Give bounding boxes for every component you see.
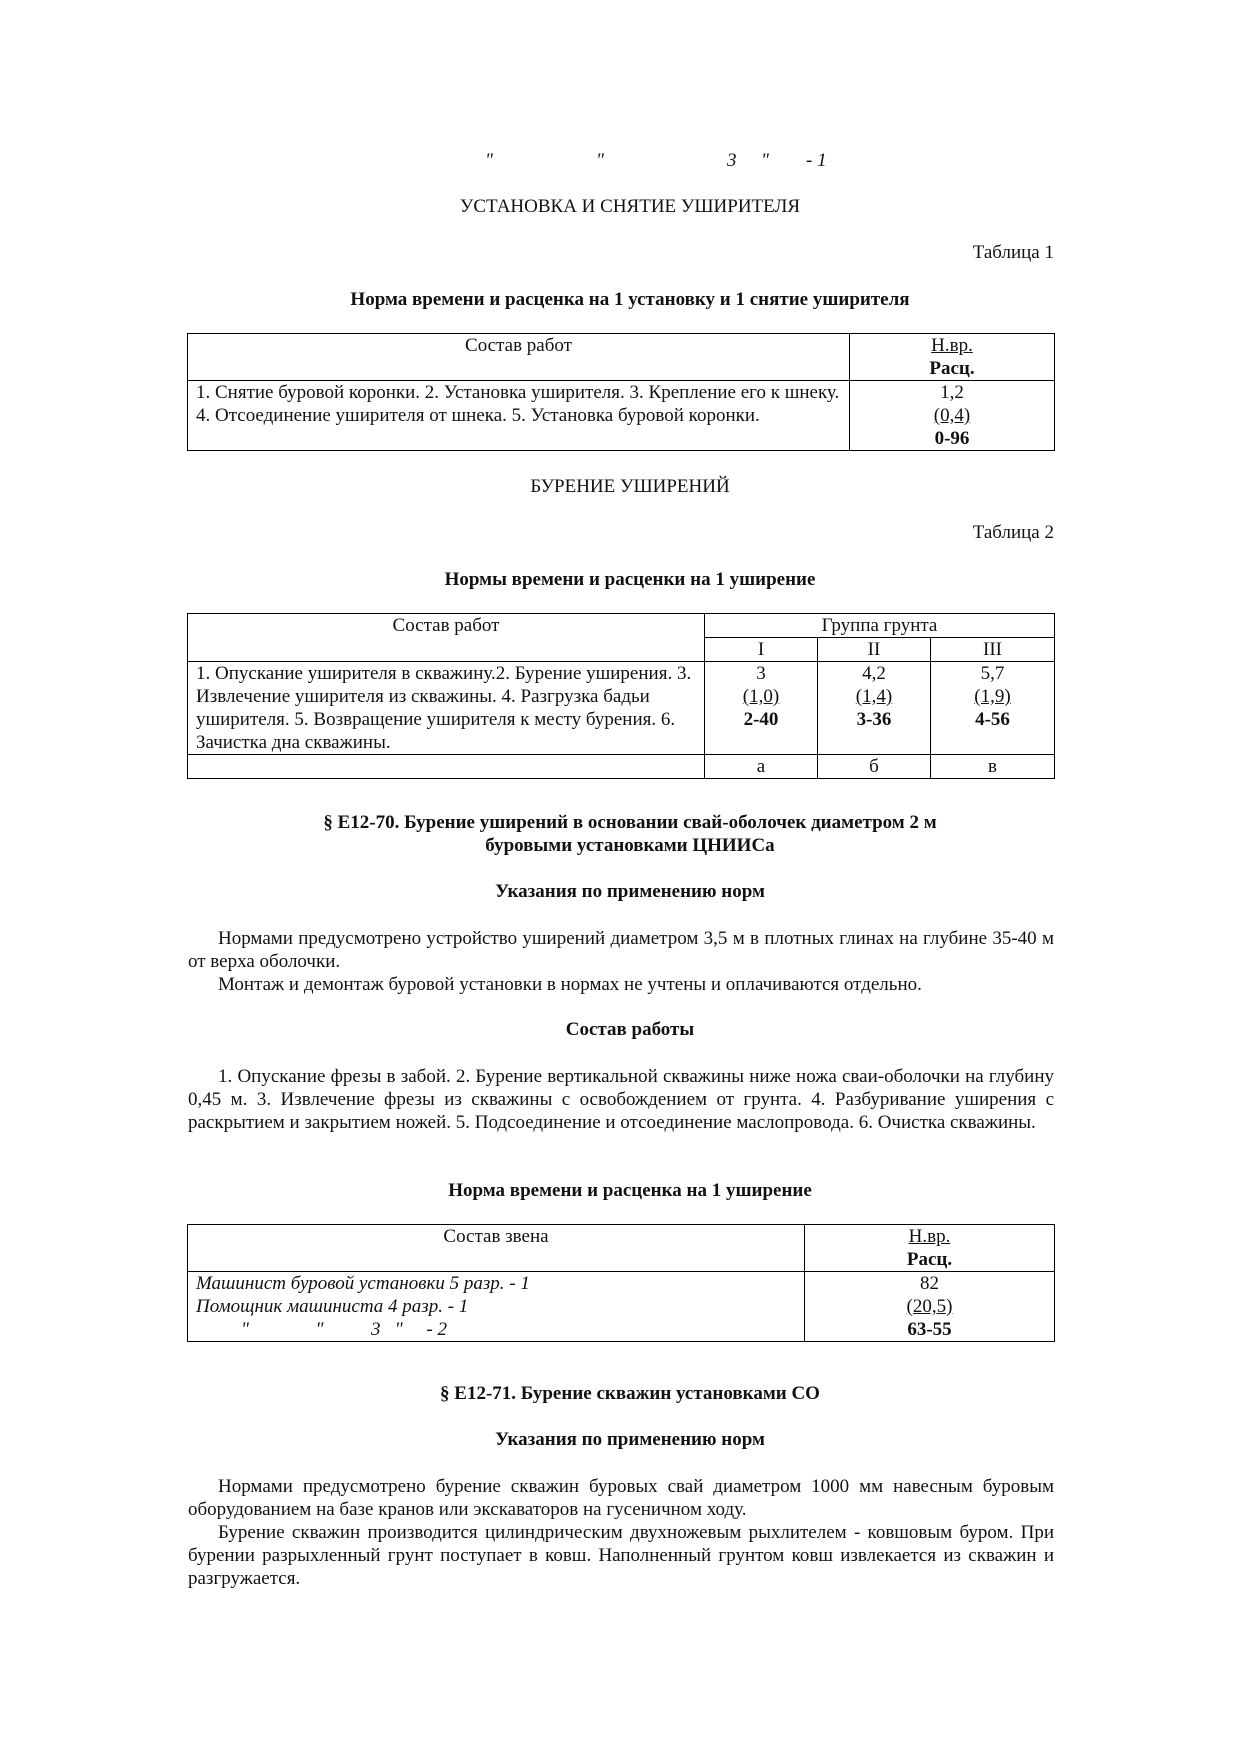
table2-rasc-2: 3-36 (856, 709, 892, 730)
section3-work-heading: Состав работы (565, 1019, 695, 1040)
table1-col-work: Состав работ (188, 334, 850, 381)
table2-cell-2 (818, 662, 931, 755)
table3-col-nvr: Н.вр. (908, 1226, 951, 1247)
table1-work-text: 1. Снятие буровой коронки. 2. Установка уширителя. 3. Крепление его к шнеку. 4. Отсоединение уширителя от шнека. 5. Установка буровой коронки. (188, 381, 850, 451)
table3-nvr-sub: (20,5) (906, 1296, 953, 1317)
table2-work-text: 1. Опускание уширителя в скважину.2. Бурение уширения. 3. Извлечение уширителя из скважины. 4. Разгрузка бадьи уширителя. 5. Возвращение уширителя к месту бурения. 6. Зачистка дна скважины. (188, 662, 705, 755)
header-grade: 3 (727, 150, 737, 171)
table3 (187, 1224, 1055, 1342)
section4-guide-heading: Указания по применению норм (495, 1429, 765, 1450)
section3-guide-p2: Монтаж и демонтаж буровой установки в нормах не учтены и оплачиваются отдельно. (218, 974, 922, 995)
table2-caption: Нормы времени и расценки на 1 уширение (444, 569, 816, 590)
table2-group-2: II (818, 638, 931, 662)
section2-heading: БУРЕНИЕ УШИРЕНИЙ (530, 476, 730, 497)
header-count: - 1 (806, 150, 827, 171)
table3-values (805, 1272, 1055, 1342)
header-quote-1: " (485, 150, 493, 171)
table2-empty-cell (188, 755, 705, 779)
table1-col-nvr: Н.вр. (931, 335, 973, 356)
section4-title: § Е12-71. Бурение скважин установками СО (440, 1383, 820, 1404)
table1-col-rasc: Расц. (929, 358, 975, 379)
table2-col-work: Состав работ (188, 614, 705, 662)
table1-values (850, 381, 1055, 451)
table1 (187, 333, 1055, 451)
header-quote-2: " (596, 150, 604, 171)
table1-label: Таблица 1 (972, 242, 1054, 263)
section1-heading: УСТАНОВКА И СНЯТИЕ УШИРИТЕЛЯ (459, 196, 801, 217)
table2-label: Таблица 2 (972, 522, 1054, 543)
table2-nvr-3: 5,7 (980, 663, 1005, 684)
table3-col-crew: Состав звена (188, 1225, 805, 1272)
section4-p2: Бурение скважин производится цилиндрическим двухножевым рыхлителем - ковшовым буром. При бурении разрыхленный грунт поступает в ковш. Наполненный грунтом ковш извлекается из скважин и разгружается. (188, 1522, 1054, 1589)
table3-crew-2: Помощник машиниста 4 разр. - 1 (196, 1296, 469, 1317)
table2-sub-1: (1,0) (742, 686, 780, 707)
table3-col-rasc: Расц. (906, 1249, 953, 1270)
header-fragment (0, 150, 1240, 172)
table2-letter-1: а (705, 755, 818, 779)
table2-rasc-1: 2-40 (743, 709, 779, 730)
table2-nvr-2: 4,2 (862, 663, 886, 684)
table3-caption: Норма времени и расценка на 1 уширение (448, 1180, 812, 1201)
table2-group-1: I (705, 638, 818, 662)
table3-col-nvr-rasc (805, 1225, 1055, 1272)
table2-rasc-3: 4-56 (975, 709, 1010, 730)
table1-nvr: 1,2 (940, 382, 964, 403)
section3-work-text: 1. Опускание фрезы в забой. 2. Бурение вертикальной скважины ниже ножа сваи-оболочки на глубину 0,45 м. 3. Извлечение фрезы из скважины с освобождением от грунта. 4. Разбуривание уширения с раскрытием и закрытием ножей. 5. Подсоединение и отсоединение маслопровода. 6. Очистка скважины. (188, 1066, 1054, 1133)
section3-guide-heading: Указания по применению норм (495, 881, 765, 902)
section3-title-line2: буровыми установками ЦНИИСа (485, 835, 775, 856)
section4-p1: Нормами предусмотрено бурение скважин буровых свай диаметром 1000 мм навесным буровым оборудованием на базе кранов или экскаваторов на гусеничном ходу. (188, 1476, 1054, 1520)
table2-sub-3: (1,9) (974, 686, 1011, 707)
section3-title-line1: § Е12-70. Бурение уширений в основании свай-оболочек диаметром 2 м (323, 812, 937, 833)
table3-nvr: 82 (920, 1273, 939, 1294)
table3-crew-1: Машинист буровой установки 5 разр. - 1 (196, 1273, 530, 1294)
table3-rasc: 63-55 (907, 1319, 952, 1340)
table2-letter-3: в (931, 755, 1055, 779)
table3-crew (188, 1272, 805, 1342)
table2-col-group: Группа грунта (705, 614, 1055, 638)
table3-crew-3: " " 3 " - 2 (241, 1319, 448, 1340)
table2-cell-1 (705, 662, 818, 755)
table1-caption: Норма времени и расценка на 1 установку и 1 снятие уширителя (350, 289, 910, 310)
table2-group-3: III (931, 638, 1055, 662)
table2-nvr-1: 3 (756, 663, 766, 684)
table2-cell-3 (931, 662, 1055, 755)
table2-letter-2: б (818, 755, 931, 779)
table1-col-nvr-rasc (850, 334, 1055, 381)
table2-sub-2: (1,4) (855, 686, 893, 707)
table1-nvr-sub: (0,4) (933, 405, 971, 426)
section3-guide-p1: Нормами предусмотрено устройство уширений диаметром 3,5 м в плотных глинах на глубине 35-40 м от верха оболочки. (188, 928, 1054, 972)
table1-rasc: 0-96 (934, 428, 970, 449)
header-quote-3: " (761, 150, 769, 171)
table2 (187, 613, 1055, 779)
